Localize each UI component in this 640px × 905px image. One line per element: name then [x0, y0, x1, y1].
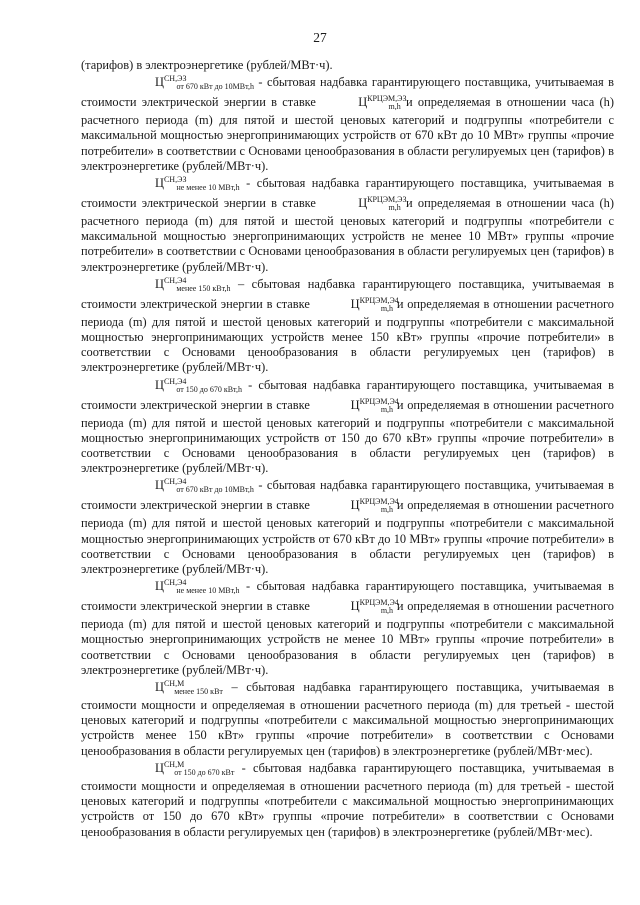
paragraph-text: – сбытовая надбавка гарантирующего поставщика, учитываемая в стоимости электрической энергии в ставке: [81, 276, 614, 311]
rate-reference-symbol: [314, 396, 399, 416]
paragraph-text-continued: и определяемая в отношении расчетного периода (m) для пятой и шестой ценовых категорий и подгруппы «потребители с максимальной мощностью энергопринимающих устройств не менее 10 МВт» группы «прочие потребители» в соответствии с Основами ценообразования в области регулируемых цен (тарифов) в электроэнергетике (рублей/МВт·ч).: [81, 599, 615, 677]
paragraph-text-continued: и определяемая в отношении часа (h) расчетного периода (m) для пятой и шестой ценовых категорий и подгруппы «потребители с максимальной мощностью энергопринимающих устройств от 670 кВт до 10 МВт» группы «прочие потребители» в соответствии с Основами ценообразования в области регулируемых цен (тарифов) в электроэнергетике (рублей/МВт·ч).: [81, 95, 614, 173]
symbol-subscript: менее 150 кВт: [174, 687, 223, 697]
tariff-symbol: [118, 174, 240, 194]
rate-reference-symbol: [314, 597, 399, 617]
rate-reference-symbol: [321, 194, 407, 214]
ref-base: Ц: [358, 95, 368, 110]
paragraph-text-continued: и определяемая в отношении расчетного периода (m) для пятой и шестой ценовых категорий и подгруппы «потребители с максимальной мощностью энергопринимающих устройств от 150 до 670 кВт» группы «прочие потребители» в соответствии с Основами ценообразования в области регулируемых цен (тарифов) в электроэнергетике (рублей/МВт·ч).: [81, 397, 615, 476]
definition-paragraph: [81, 174, 614, 275]
paragraph-text-continued: и определяемая в отношении расчетного периода (m) для пятой и шестой ценовых категорий и подгруппы «потребители с максимальной мощностью энергопринимающих устройств от 670 кВт до 10 МВт» группы «прочие потребители» в соответствии с Основами ценообразования в области регулируемых цен (тарифов) в электроэнергетике (рублей/МВт·ч).: [81, 498, 615, 577]
page-number: 27: [313, 30, 327, 45]
definition-paragraph: [81, 678, 614, 759]
ref-base: Ц: [350, 599, 360, 614]
paragraph-text: - сбытовая надбавка гарантирующего поставщика, учитываемая в стоимости электрической энергии в ставке: [81, 377, 614, 412]
ref-superscript: КРЦЭМ,Э4: [359, 598, 399, 608]
definition-paragraph: [81, 577, 614, 678]
tariff-symbol: [118, 73, 254, 93]
symbol-base: Ц: [155, 579, 164, 594]
symbol-base: Ц: [155, 276, 164, 291]
intro-line: (тарифов) в электроэнергетике (рублей/МВт·ч).: [81, 58, 333, 72]
ref-subscript: m,h: [380, 404, 394, 414]
paragraph-text-continued: и определяемая в отношении расчетного периода (m) для пятой и шестой ценовых категорий и подгруппы «потребители с максимальной мощностью энергопринимающих устройств менее 150 кВт» группы «прочие потребители» в соответствии с Основами ценообразования в области регулируемых цен (тарифов) в электроэнергетике (рублей/МВт·ч).: [81, 296, 615, 375]
symbol-superscript: СН,Э4: [163, 275, 187, 285]
paragraph-text: - сбытовая надбавка гарантирующего поставщика, учитываемая в стоимости электрической энергии в ставке: [81, 176, 614, 211]
symbol-base: Ц: [155, 377, 164, 392]
symbol-base: Ц: [155, 176, 164, 191]
symbol-subscript: от 670 кВт до 10МВт,h: [176, 82, 254, 92]
tariff-symbol: [118, 759, 234, 779]
symbol-superscript: СН,ЭЗ: [163, 175, 187, 185]
definition-paragraph: [81, 759, 614, 840]
ref-superscript: КРЦЭМ,Э4: [359, 396, 399, 406]
ref-superscript: КРЦЭМ,Э4: [359, 295, 399, 305]
tariff-symbol: [118, 275, 230, 295]
ref-subscript: m,h: [388, 102, 401, 112]
symbol-subscript: от 670 кВт до 10МВт,h: [176, 485, 254, 495]
symbol-subscript: не менее 10 МВт,h: [176, 586, 240, 596]
ref-base: Ц: [358, 196, 368, 211]
tariff-symbol: [118, 577, 240, 597]
tariff-symbol: [118, 476, 254, 496]
symbol-base: Ц: [155, 478, 164, 493]
symbol-superscript: СН,Э4: [163, 578, 187, 588]
ref-superscript: КРЦЭМ,Э4: [359, 497, 399, 507]
symbol-subscript: от 150 до 670 кВт,h: [176, 384, 242, 394]
rate-reference-symbol: [314, 496, 399, 516]
paragraph-text: - сбытовая надбавка гарантирующего поставщика, учитываемая в стоимости мощности и определяемая в отношении расчетного периода (m) для третьей - шестой ценовых категорий и подгруппы «потребители с максимальной мощностью энергопринимающих устройств от 150 до 670 кВт» группы «прочие потребители» в соответствии с Основами ценообразования в области регулируемых цен (тарифов) в электроэнергетике (рублей/МВт·мес).: [81, 760, 614, 839]
symbol-base: Ц: [155, 680, 164, 695]
paragraph-text: - сбытовая надбавка гарантирующего поставщика, учитываемая в стоимости электрической энергии в ставке: [81, 75, 614, 110]
rate-reference-symbol: [321, 93, 407, 113]
ref-subscript: m,h: [380, 303, 394, 313]
ref-subscript: m,h: [380, 505, 394, 515]
symbol-base: Ц: [155, 75, 164, 90]
ref-subscript: m,h: [388, 203, 401, 213]
definition-paragraph: [81, 275, 614, 376]
ref-subscript: m,h: [380, 606, 394, 616]
definition-paragraph: [81, 476, 614, 577]
ref-base: Ц: [350, 397, 360, 412]
paragraph-text-continued: и определяемая в отношении часа (h) расчетного периода (m) для пятой и шестой ценовых категорий и подгруппы «потребители с максимальной мощностью энергопринимающих устройств не менее 10 МВт» группы «прочие потребители» в соответствии с Основами ценообразования в области регулируемых цен (тарифов) в электроэнергетике (рублей/МВт·ч).: [81, 196, 614, 274]
symbol-subscript: не менее 10 МВт,h: [176, 183, 240, 193]
symbol-base: Ц: [155, 760, 164, 775]
symbol-superscript: СН,Э4: [163, 477, 187, 487]
symbol-subscript: менее 150 кВт,h: [176, 283, 231, 293]
paragraph-text: - сбытовая надбавка гарантирующего поставщика, учитываемая в стоимости электрической энергии в ставке: [81, 478, 614, 513]
tariff-symbol: [118, 678, 223, 698]
ref-superscript: КРЦЭМ,ЭЗ: [367, 195, 407, 205]
ref-base: Ц: [350, 296, 360, 311]
document-body: [81, 58, 614, 840]
symbol-superscript: СН,М: [163, 679, 185, 689]
paragraph-text: - сбытовая надбавка гарантирующего поставщика, учитываемая в стоимости электрической энергии в ставке: [81, 579, 614, 614]
ref-superscript: КРЦЭМ,ЭЗ: [367, 94, 407, 104]
definition-paragraph: [81, 376, 614, 477]
ref-base: Ц: [350, 498, 360, 513]
tariff-symbol: [118, 376, 242, 396]
rate-reference-symbol: [314, 295, 399, 315]
symbol-superscript: СН,Э4: [163, 376, 187, 386]
symbol-superscript: СН,М: [163, 759, 185, 769]
symbol-superscript: СН,ЭЗ: [163, 74, 187, 84]
definition-paragraph: [81, 73, 614, 174]
paragraph-text: – сбытовая надбавка гарантирующего поставщика, учитываемая в стоимости мощности и определяемая в отношении расчетного периода (m) для третьей - шестой ценовых категорий и подгруппы «потребители с максимальной мощностью энергопринимающих устройств менее 150 кВт» группы «прочие потребители» в соответствии с Основами ценообразования в области регулируемых цен (тарифов) в электроэнергетике (рублей/МВт·мес).: [81, 680, 614, 758]
symbol-subscript: от 150 до 670 кВт: [174, 767, 235, 777]
